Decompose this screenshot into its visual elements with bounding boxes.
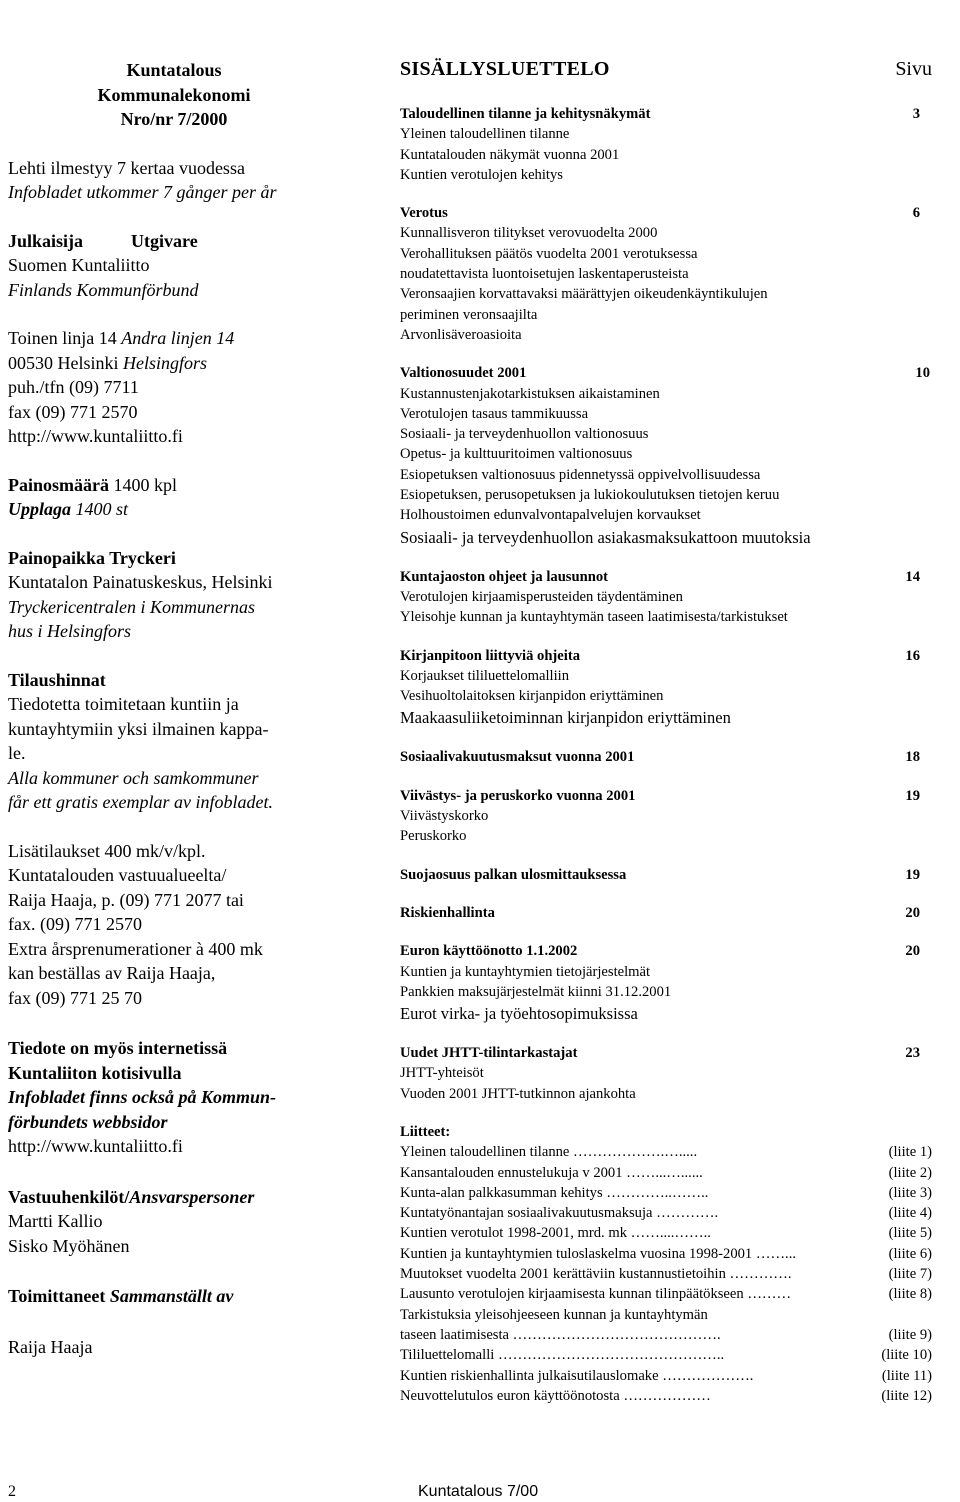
- publisher-label-sv: Utgivare: [131, 230, 198, 251]
- toc-section: [400, 363, 932, 548]
- publisher-label-fi: Julkaisija: [8, 230, 84, 251]
- editor-1: Raija Haaja: [8, 1336, 93, 1357]
- printer-label: Painopaikka Tryckeri: [8, 547, 176, 568]
- toc-section-title: Suojaosuus palkan ulosmittauksessa: [400, 866, 627, 883]
- toc-section-title: Uudet JHTT-tilintarkastajat: [400, 1045, 578, 1062]
- toc-section-page: 3: [912, 106, 920, 122]
- toc-page-label: Sivu: [895, 58, 932, 80]
- table-of-contents: [400, 56, 932, 1406]
- toc-section-heading: [400, 203, 932, 223]
- attachment-title: Kunta-alan palkkasumman kehitys …………..……..: [400, 1184, 709, 1201]
- toc-section-heading: [400, 786, 932, 806]
- publisher-sv: Finlands Kommunförbund: [8, 279, 199, 300]
- toc-item: Kuntien verotulojen kehitys: [400, 166, 563, 183]
- toc-section-page: 6: [912, 205, 920, 222]
- frequency-fi: Lehti ilmestyy 7 kertaa vuodessa: [8, 157, 245, 178]
- extra-orders-7: fax (09) 771 25 70: [8, 987, 142, 1008]
- toc-section-heading: [400, 567, 932, 587]
- toc-item: Yleinen taloudellinen tilanne: [400, 126, 570, 143]
- responsible-label: [8, 1185, 348, 1210]
- toc-item: Veronsaajien korvattavaksi määrättyjen oikeudenkäyntikulujen: [400, 286, 768, 303]
- editors-label: [8, 1284, 348, 1309]
- publisher-fi: Suomen Kuntaliitto: [8, 255, 150, 275]
- attachment-row: [400, 1223, 932, 1243]
- orders-label: Tilaushinnat: [8, 669, 106, 690]
- attachment-ref: (liite 12): [881, 1387, 932, 1404]
- toc-section-title: Viivästys- ja peruskorko vuonna 2001: [400, 787, 636, 804]
- toc-item: Yleisohje kunnan ja kuntayhtymän taseen laatimisesta/tarkistukset: [400, 609, 788, 626]
- toc-item: Verohallituksen päätös vuodelta 2001 verotuksessa: [400, 245, 698, 262]
- toc-section-title: Taloudellinen tilanne ja kehitysnäkymät: [400, 106, 651, 122]
- toc-section-title: Valtionosuudet 2001: [400, 365, 527, 382]
- toc-item: Vesihuoltolaitoksen kirjanpidon eriyttäminen: [400, 688, 664, 705]
- frequency-sv: Infobladet utkommer 7 gånger per år: [8, 182, 277, 202]
- toc-item: Kuntien ja kuntayhtymien tietojärjestelmät: [400, 963, 651, 980]
- toc-item: noudatettavista luontoisetujen laskentaperusteista: [400, 266, 689, 283]
- attachment-title: Muutokset vuodelta 2001 kerättäviin kustannustietoihin ………….: [400, 1266, 792, 1283]
- masthead-column: [8, 58, 348, 1359]
- orders-fi-2: kuntayhtymiin yksi ilmainen kappa-: [8, 718, 269, 739]
- toc-item: Pankkien maksujärjestelmät kiinni 31.12.2001: [400, 983, 672, 1000]
- toc-section-page: 23: [905, 1045, 920, 1062]
- attachment-title: Kuntatyönantajan sosiaalivakuutusmaksuja ………….: [400, 1205, 719, 1222]
- attachment-row: [400, 1183, 932, 1203]
- address-line1-fi: Toinen linja 14: [8, 328, 122, 348]
- editors-label-sv: Sammanställt av: [109, 1286, 234, 1306]
- toc-item: Maakaasuliiketoiminnan kirjanpidon eriyttäminen: [400, 708, 731, 728]
- extra-orders-3: Raija Haaja, p. (09) 771 2077 tai: [8, 889, 244, 910]
- toc-title: SISÄLLYSLUETTELO: [400, 58, 610, 80]
- orders-fi-3: le.: [8, 743, 26, 763]
- attachment-ref: (liite 4): [888, 1205, 932, 1222]
- toc-item: Sosiaali- ja terveydenhuollon asiakasmaksukattoon muutoksia: [400, 527, 811, 547]
- attachment-ref: (liite 10): [881, 1347, 932, 1364]
- toc-section: [400, 747, 932, 767]
- toc-section: [400, 567, 932, 628]
- attachment-title: Yleinen taloudellinen tilanne ……………….….....: [400, 1144, 698, 1161]
- extra-orders-6: kan beställas av Raija Haaja,: [8, 963, 216, 983]
- attachment-title: Kuntien verotulot 1998-2001, mrd. mk ……....……..: [400, 1225, 711, 1242]
- toc-item: Verotulojen kirjaamisperusteiden täydentäminen: [400, 588, 683, 605]
- toc-item: JHTT-yhteisöt: [400, 1065, 484, 1082]
- toc-section-page: 20: [905, 943, 920, 960]
- toc-section: [400, 203, 932, 345]
- attachment-ref: (liite 9): [888, 1326, 932, 1343]
- attachment-ref: (liite 2): [888, 1164, 932, 1181]
- orders-fi-1: Tiedotetta toimitetaan kuntiin ja: [8, 694, 239, 714]
- print-run-sv: [8, 497, 348, 522]
- printer-sv-2: hus i Helsingfors: [8, 621, 132, 641]
- toc-section-heading: [400, 363, 932, 383]
- attachment-row: [400, 1244, 932, 1264]
- toc-item: Esiopetuksen valtionosuus pidennetyssä oppivelvollisuudessa: [400, 466, 761, 483]
- toc-section-heading: [400, 865, 932, 885]
- toc-item: Kuntatalouden näkymät vuonna 2001: [400, 146, 620, 163]
- address-line2: [8, 351, 348, 376]
- responsible-label-sv: Ansvarspersoner: [129, 1186, 255, 1207]
- toc-item: Korjaukset tililuettelomalliin: [400, 667, 570, 684]
- attachment-title: Kuntien ja kuntayhtymien tuloslaskelma vuosina 1998-2001 ……...: [400, 1245, 797, 1262]
- attachment-row: [400, 1264, 932, 1284]
- attachment-ref: (liite 7): [888, 1266, 932, 1283]
- toc-item: periminen veronsaajilta: [400, 306, 538, 323]
- toc-item: Arvonlisäveroasioita: [400, 326, 522, 343]
- print-run-label-sv: Upplaga: [8, 499, 71, 519]
- address-line1: [8, 326, 348, 351]
- toc-item: Esiopetuksen, perusopetuksen ja lukiokoulutuksen tietojen keruu: [400, 487, 780, 504]
- attachment-title: Kuntien riskienhallinta julkaisutilauslomake ……………….: [400, 1367, 754, 1384]
- toc-item: Viivästyskorko: [400, 808, 489, 825]
- attachment-title: Tililuettelomalli ………………………………………..: [400, 1347, 725, 1364]
- toc-section-heading: [400, 646, 932, 666]
- address-line2-fi: 00530 Helsinki: [8, 352, 123, 373]
- toc-item: Peruskorko: [400, 828, 467, 845]
- toc-section-page: 10: [915, 365, 930, 382]
- attachment-row: [400, 1366, 932, 1386]
- toc-section: [400, 104, 932, 185]
- attachment-title: Tarkistuksia yleisohjeeseen kunnan ja kuntayhtymän: [400, 1306, 708, 1323]
- extra-orders-1: Lisätilaukset 400 mk/v/kpl.: [8, 840, 206, 861]
- internet-url[interactable]: http://www.kuntaliitto.fi: [8, 1136, 183, 1156]
- toc-section-title: Euron käyttöönotto 1.1.2002: [400, 943, 578, 960]
- extra-orders-2: Kuntatalouden vastuualueelta/: [8, 865, 227, 885]
- toc-sections: [400, 104, 932, 1104]
- attachment-ref: (liite 6): [888, 1245, 932, 1262]
- masthead-title: Kuntatalous: [126, 60, 222, 80]
- print-run-value-fi: 1400 kpl: [109, 474, 178, 495]
- toc-section: [400, 786, 932, 847]
- print-run-value-sv: 1400 st: [71, 499, 129, 519]
- attachment-title: Kansantalouden ennustelukuja v 2001 ……...…......: [400, 1164, 703, 1181]
- print-run-label-fi: Painosmäärä: [8, 474, 109, 495]
- internet-2: Kuntaliiton kotisivulla: [8, 1062, 182, 1083]
- orders-sv-1: Alla kommuner och samkommuner: [8, 767, 259, 788]
- extra-orders-5: Extra årsprenumerationer à 400 mk: [8, 938, 263, 959]
- phone: puh./tfn (09) 7711: [8, 377, 139, 397]
- toc-section-page: 20: [905, 904, 920, 921]
- attachment-row: [400, 1203, 932, 1223]
- attachment-ref: (liite 11): [881, 1367, 932, 1384]
- toc-item: Kunnallisveron tilitykset verovuodelta 2000: [400, 225, 658, 242]
- toc-section: [400, 865, 932, 885]
- orders-sv-2: får ett gratis exemplar av infobladet.: [8, 792, 273, 812]
- toc-item: Verotulojen tasaus tammikuussa: [400, 405, 589, 422]
- toc-section-heading: [400, 903, 932, 923]
- attachment-ref: (liite 8): [888, 1286, 932, 1303]
- address-line2-sv: Helsingfors: [123, 352, 208, 373]
- toc-item: Holhoustoimen edunvalvontapalvelujen korvaukset: [400, 507, 701, 524]
- internet-4: förbundets webbsidor: [8, 1111, 168, 1132]
- toc-section-heading: [400, 747, 932, 767]
- attachment-row: [400, 1345, 932, 1365]
- editors-label-fi: Toimittaneet: [8, 1286, 110, 1306]
- publisher-label: [8, 229, 348, 254]
- attachments-list: [400, 1142, 932, 1406]
- address-line1-sv: Andra linjen 14: [121, 328, 235, 348]
- toc-section: [400, 941, 932, 1025]
- attachment-title: taseen laatimisesta …………………………………….: [400, 1326, 721, 1343]
- toc-section-heading: [400, 104, 932, 124]
- attachment-row: [400, 1142, 932, 1162]
- responsible-2: Sisko Myöhänen: [8, 1235, 130, 1256]
- toc-item: Sosiaali- ja terveydenhuollon valtionosuus: [400, 426, 649, 443]
- footer-publication: Kuntatalous 7/00: [418, 1483, 539, 1500]
- attachment-ref: (liite 1): [888, 1144, 932, 1161]
- extra-orders-4: fax. (09) 771 2570: [8, 914, 142, 934]
- printer-fi: Kuntatalon Painatuskeskus, Helsinki: [8, 572, 273, 592]
- attachment-row: [400, 1325, 932, 1345]
- issue-number: Nro/nr 7/2000: [120, 109, 228, 129]
- toc-section-title: Kuntajaoston ohjeet ja lausunnot: [400, 568, 608, 585]
- toc-item: Opetus- ja kulttuuritoimen valtionosuus: [400, 446, 633, 463]
- printer-sv-1: Tryckericentralen i Kommunernas: [8, 596, 255, 617]
- masthead-subtitle: Kommunalekonomi: [97, 84, 251, 105]
- toc-section-page: 14: [905, 568, 920, 585]
- page-number: 2: [8, 1483, 16, 1500]
- toc-section: [400, 903, 932, 923]
- toc-item: Kustannustenjakotarkistuksen aikaistaminen: [400, 385, 660, 402]
- toc-section-title: Kirjanpitoon liittyviä ohjeita: [400, 647, 580, 664]
- attachment-row: [400, 1305, 932, 1325]
- attachment-title: Lausunto verotulojen kirjaamisesta kunnan tilinpäätökseen ………: [400, 1286, 792, 1303]
- print-run-fi: [8, 473, 348, 498]
- toc-section-page: 19: [905, 787, 920, 804]
- attachments-label: Liitteet:: [400, 1123, 451, 1140]
- attachment-title: Neuvottelutulos euron käyttöönotosta ………………: [400, 1387, 711, 1404]
- responsible-1: Martti Kallio: [8, 1211, 103, 1231]
- toc-section-heading: [400, 1043, 932, 1063]
- responsible-label-fi: Vastuuhenkilöt/: [8, 1186, 130, 1207]
- attachment-row: [400, 1284, 932, 1304]
- toc-section-title: Verotus: [400, 205, 448, 222]
- toc-section-page: 18: [905, 749, 920, 766]
- attachment-row: [400, 1386, 932, 1406]
- toc-section: [400, 1043, 932, 1104]
- toc-section-page: 19: [905, 866, 920, 883]
- website-link[interactable]: http://www.kuntaliitto.fi: [8, 426, 183, 446]
- fax: fax (09) 771 2570: [8, 401, 138, 422]
- internet-3: Infobladet finns också på Kommun-: [8, 1087, 277, 1107]
- attachment-row: [400, 1163, 932, 1183]
- toc-header: [400, 56, 932, 82]
- toc-section-title: Riskienhallinta: [400, 904, 495, 921]
- attachment-ref: (liite 3): [888, 1184, 932, 1201]
- internet-1: Tiedote on myös internetissä: [8, 1038, 228, 1058]
- toc-item: Eurot virka- ja työehtosopimuksissa: [400, 1004, 638, 1024]
- toc-section-page: 16: [905, 647, 920, 664]
- toc-section: [400, 646, 932, 730]
- toc-section-heading: [400, 941, 932, 961]
- attachment-ref: (liite 5): [888, 1225, 932, 1242]
- toc-section-title: Sosiaalivakuutusmaksut vuonna 2001: [400, 749, 635, 766]
- toc-item: Vuoden 2001 JHTT-tutkinnon ajankohta: [400, 1085, 636, 1102]
